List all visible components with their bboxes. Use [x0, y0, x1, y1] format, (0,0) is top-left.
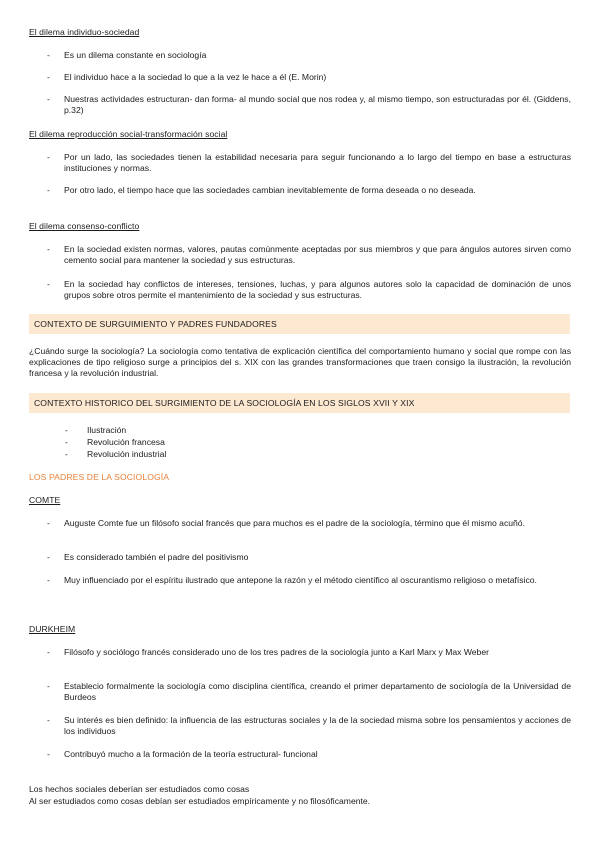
heading-comte: COMTE: [29, 495, 61, 505]
list-item: - En la sociedad existen normas, valores, pautas comúnmente aceptadas por sus miembros y que para ángulos autores sirven como cemento social para mantener la sociedad y sus estructuras.: [29, 244, 571, 266]
list-item: - Auguste Comte fue un filósofo social francés que para muchos es el padre de la sociología, término que él mismo acuñó.: [29, 518, 571, 529]
heading-reproduccion-transformacion: El dilema reproducción social-transformación social: [29, 129, 228, 139]
list-item: - En la sociedad hay conflictos de intereses, tensiones, luchas, y para algunos autores solo la capacidad de dominación de unos grupos sobre otros permite el mantenimiento de la sociedad y sus estructuras.: [29, 279, 571, 301]
section-band-contexto-historico: CONTEXTO HISTORICO DEL SURGIMIENTO DE LA SOCIOLOGÍA EN LOS SIGLOS XVII Y XIX: [29, 393, 570, 413]
list-item: - Su interés es bien definido: la influencia de las estructuras sociales y la de la sociedad misma sobre los pensamientos y acciones de los individuos: [29, 715, 571, 737]
list-item: - Contribuyó mucho a la formación de la teoría estructural- funcional: [29, 749, 571, 760]
list-item: - Es considerado también el padre del positivismo: [29, 552, 571, 563]
heading-padres-sociologia: LOS PADRES DE LA SOCIOLOGÍA: [29, 472, 170, 482]
list-item: - Nuestras actividades estructuran- dan forma- al mundo social que nos rodea y, al mismo tiempo, son estructuradas por él. (Giddens, p.32): [29, 94, 571, 116]
list-item: - Filósofo y sociólogo francés considerado uno de los tres padres de la sociología junto a Karl Marx y Max Weber: [29, 647, 571, 658]
list-item: - Ilustración: [29, 424, 166, 436]
list-item: - Por otro lado, el tiempo hace que las sociedades cambian inevitablemente de forma deseada o no deseada.: [29, 185, 571, 196]
list-item: - Establecio formalmente la sociología como disciplina científica, creando el primer departamento de sociología de la Universidad de Burdeos: [29, 681, 571, 703]
heading-durkheim: DURKHEIM: [29, 624, 76, 634]
list-item: - Muy influenciado por el espíritu ilustrado que antepone la razón y el método científico al oscurantismo religioso o metafísico.: [29, 575, 571, 586]
list-item: - Por un lado, las sociedades tienen la estabilidad necesaria para seguir funcionando a lo largo del tiempo en base a estructuras instituciones y normas.: [29, 152, 571, 174]
heading-individuo-sociedad: El dilema individuo-sociedad: [29, 27, 140, 37]
list-item: - Revolución francesa: [29, 436, 166, 448]
section-band-contexto-surgimiento: CONTEXTO DE SURGUIMIENTO Y PADRES FUNDADORES: [29, 314, 570, 334]
paragraph-cuando-surge: ¿Cuándo surge la sociología? La sociología como tentativa de explicación científica del comportamiento humano y social que rompe con las explicaciones de tipo religioso surge a principios del s. XIX con las grandes transformaciones que traen consigo la ilustración, la revolución francesa y la revolución industrial.: [29, 346, 571, 378]
list-contexto-historico: [29, 424, 166, 460]
list-item: - Es un dilema constante en sociología: [29, 50, 571, 61]
list-item: - Revolución industrial: [29, 448, 166, 460]
heading-consenso-conflicto: El dilema consenso-conflicto: [29, 221, 140, 231]
closing-line-2: Al ser estudiados como cosas debían ser estudiados empíricamente y no filosóficamente.: [29, 796, 371, 806]
closing-line-1: Los hechos sociales deberían ser estudiados como cosas: [29, 784, 250, 794]
list-item: - El individuo hace a la sociedad lo que a la vez le hace a él (E. Morin): [29, 72, 571, 83]
